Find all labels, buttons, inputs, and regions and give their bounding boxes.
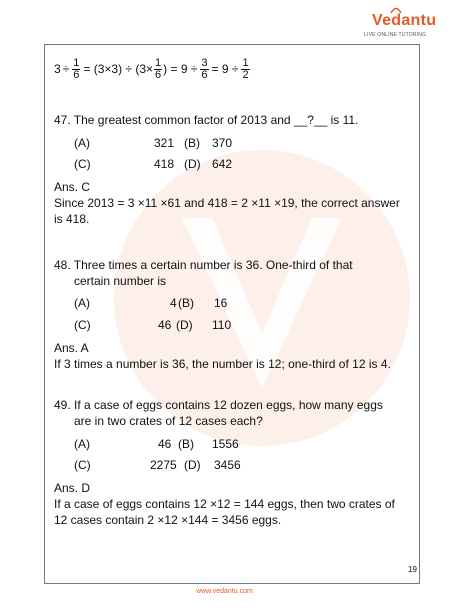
numerator: 3	[201, 57, 208, 69]
option-label: (D)	[184, 458, 201, 472]
numerator: 1	[242, 57, 249, 69]
option-value: 1556	[212, 437, 239, 451]
footer-url-link[interactable]: www.vedantu.com	[196, 588, 253, 595]
numerator: 1	[155, 57, 162, 69]
option-value: 46	[158, 437, 172, 451]
option-value: 4	[170, 296, 177, 310]
math-operator: ÷	[62, 62, 70, 76]
math-term: = 9 ÷	[211, 62, 239, 76]
fraction	[154, 58, 162, 81]
question-48-line-1: 48. Three times a certain number is 36. One-third of that	[54, 258, 353, 272]
logo-tagline: LIVE ONLINE TUTORING	[364, 32, 427, 38]
math-term: ) = 9 ÷	[163, 62, 198, 76]
question-49-line-1: 49. If a case of eggs contains 12 dozen eggs, how many eggs	[54, 398, 383, 412]
option-label: (B)	[178, 296, 194, 310]
option-label: (C)	[74, 157, 91, 171]
question-47: 47. The greatest common factor of 2013 and __?__ is 11.	[54, 113, 359, 127]
option-label: (D)	[184, 157, 201, 171]
option-value: 2275	[150, 458, 177, 472]
fraction	[72, 58, 80, 81]
option-value: 370	[212, 136, 233, 150]
option-label: (A)	[74, 136, 90, 150]
option-value: 642	[212, 157, 233, 171]
option-value: 418	[154, 157, 175, 171]
answer-48: Ans. A	[54, 341, 89, 355]
math-term: = (3×3) ÷ (3×	[83, 62, 154, 76]
option-label: (B)	[178, 437, 194, 451]
vedantu-logo	[360, 4, 456, 44]
solution-48-line-1: If 3 times a number is 36, the number is 12; one-third of 12 is 4.	[54, 357, 391, 371]
solution-47-line-1: Since 2013 = 3 ×11 ×61 and 418 = 2 ×11 ×19, the correct answer	[54, 196, 400, 210]
option-label: (C)	[74, 318, 91, 332]
denominator: 6	[155, 69, 162, 81]
solution-49-line-2: 12 cases contain 2 ×12 ×144 = 3456 eggs.	[54, 513, 282, 527]
answer-47: Ans. C	[54, 180, 91, 194]
numerator: 1	[73, 57, 80, 69]
option-value: 321	[154, 136, 175, 150]
math-term: 3	[54, 62, 61, 76]
question-48-line-2: certain number is	[74, 274, 167, 288]
option-label: (B)	[184, 136, 200, 150]
option-value: 3456	[214, 458, 241, 472]
option-value: 46	[158, 318, 172, 332]
denominator: 2	[242, 69, 249, 81]
option-label: (D)	[176, 318, 193, 332]
denominator: 6	[201, 69, 208, 81]
logo-text: Vedantu	[372, 12, 437, 29]
fraction	[241, 58, 249, 81]
option-value: 16	[214, 296, 228, 310]
page-number: 19	[408, 565, 417, 574]
solution-47-line-2: is 418.	[54, 212, 90, 226]
option-label: (C)	[74, 458, 91, 472]
option-label: (A)	[74, 437, 90, 451]
option-value: 110	[212, 318, 232, 332]
denominator: 6	[73, 69, 80, 81]
question-49-line-2: are in two crates of 12 cases each?	[74, 414, 263, 428]
option-label: (A)	[74, 296, 90, 310]
fraction	[200, 58, 208, 81]
answer-49: Ans. D	[54, 481, 91, 495]
math-expression	[54, 58, 251, 81]
solution-49-line-1: If a case of eggs contains 12 ×12 = 144 eggs, then two crates of	[54, 497, 395, 511]
